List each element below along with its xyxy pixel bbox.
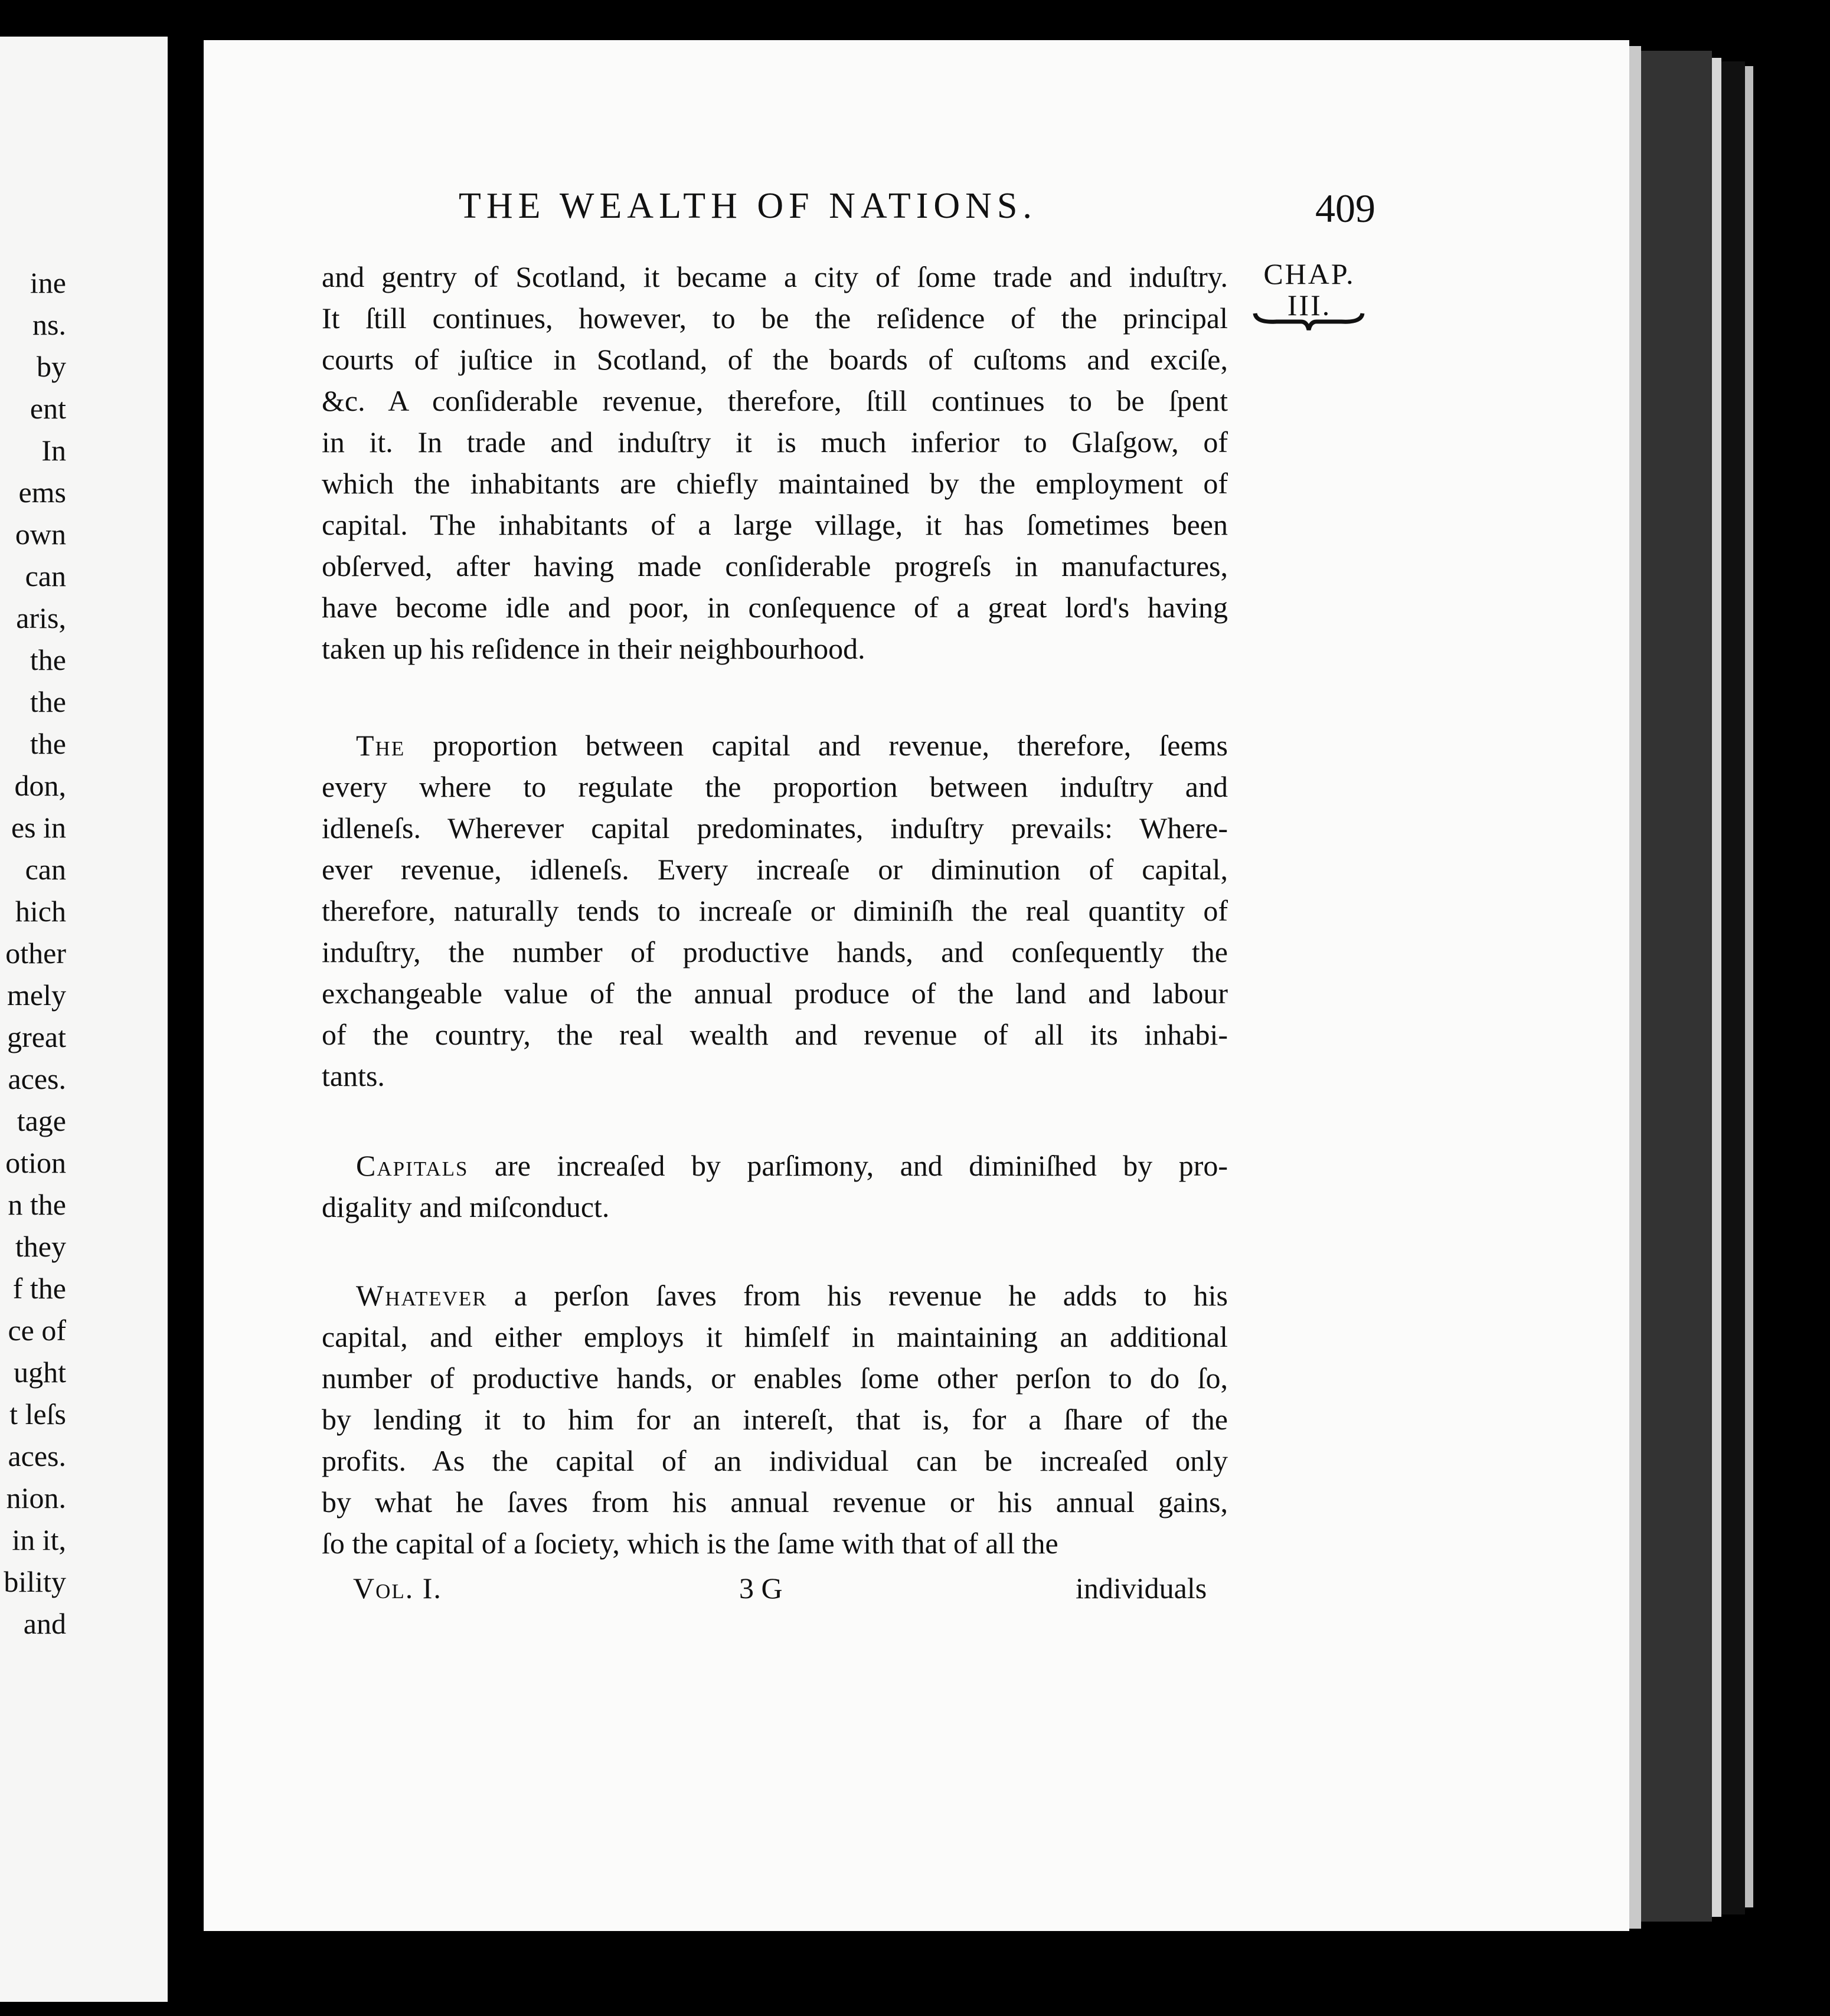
text-line: which the inhabitants are chiefly maintained by the employment of xyxy=(322,467,1228,500)
text-line: obſerved, after having made conſiderable progreſs in manufactures, xyxy=(322,549,1228,582)
previous-page-fragment: the xyxy=(30,643,66,676)
previous-page-fragment: In xyxy=(41,434,66,467)
previous-page-fragment: other xyxy=(5,937,66,970)
previous-page-fragment: ce of xyxy=(8,1314,66,1347)
previous-page-fragment: mely xyxy=(7,978,66,1012)
previous-page-fragment: the xyxy=(30,685,66,718)
previous-page-fragment: can xyxy=(25,853,66,886)
text-line: &c. A conſiderable revenue, therefore, ſtill continues to be ſpent xyxy=(322,384,1228,417)
previous-page-fragment: otion xyxy=(5,1146,66,1179)
previous-page-fragment: es in xyxy=(11,811,66,844)
page-block-edge xyxy=(1745,66,1753,1907)
page-block-edge xyxy=(1712,58,1721,1917)
previous-page-fragment: ught xyxy=(14,1356,66,1389)
previous-page-fragment: tage xyxy=(17,1104,66,1137)
paragraph-opener: The xyxy=(356,729,406,762)
previous-page-fragment: ns. xyxy=(32,308,66,341)
page-number: 409 xyxy=(1315,186,1375,231)
previous-page-fragment: they xyxy=(15,1230,66,1263)
paragraph-opener: Whatever xyxy=(356,1279,488,1312)
chapter-label: CHAP. xyxy=(1263,257,1355,290)
previous-page-edge xyxy=(0,37,168,2002)
running-title: THE WEALTH OF NATIONS. xyxy=(459,186,1037,226)
text-line: courts of juſtice in Scotland, of the boards of cuſtoms and exciſe, xyxy=(322,343,1228,376)
text-line: by lending it to him for an intereſt, that is, for a ſhare of the xyxy=(322,1403,1228,1436)
previous-page-fragment: ems xyxy=(18,476,66,509)
previous-page-fragment: own xyxy=(15,518,66,551)
page-block-edge xyxy=(1721,61,1745,1914)
previous-page-fragment: hich xyxy=(15,895,66,928)
text-line: have become idle and poor, in conſequence of a great lord's having xyxy=(322,591,1228,624)
text-line: It ſtill continues, however, to be the reſidence of the principal xyxy=(322,302,1228,335)
chapter-number: III. xyxy=(1287,288,1332,322)
previous-page-fragment: aces. xyxy=(8,1439,66,1472)
text-line: tants. xyxy=(322,1059,385,1092)
text-line: Capitals are increaſed by parſimony, and diminiſhed by pro- xyxy=(356,1149,1228,1182)
text-line: of the country, the real wealth and revenue of all its inhabi- xyxy=(322,1018,1228,1051)
previous-page-fragment: the xyxy=(30,727,66,760)
text-line: number of productive hands, or enables ſome other perſon to do ſo, xyxy=(322,1362,1228,1395)
text-line: taken up his reſidence in their neighbourhood. xyxy=(322,632,865,665)
previous-page-fragment: can xyxy=(25,559,66,593)
previous-page-fragment: great xyxy=(7,1020,66,1053)
text-line: exchangeable value of the annual produce of the land and labour xyxy=(322,977,1228,1010)
previous-page-fragment: t leſs xyxy=(9,1398,66,1431)
previous-page-fragment: aces. xyxy=(8,1062,66,1095)
text-line: in it. In trade and induſtry it is much inferior to Glaſgow, of xyxy=(322,426,1228,459)
previous-page-fragment: and xyxy=(23,1607,66,1640)
previous-page-fragment: aris, xyxy=(16,601,66,634)
text-line: by what he ſaves from his annual revenue or his annual gains, xyxy=(322,1485,1228,1518)
previous-page-fragment: f the xyxy=(12,1272,66,1305)
catchword: individuals xyxy=(1076,1572,1207,1605)
text-line: induſtry, the number of productive hands, and conſequently the xyxy=(322,935,1228,968)
text-line: digality and miſconduct. xyxy=(322,1190,610,1223)
previous-page-fragment: ent xyxy=(30,392,66,425)
previous-page-fragment: ine xyxy=(30,266,66,299)
text-line: ever revenue, idleneſs. Every increaſe or diminution of capital, xyxy=(322,853,1228,886)
text-line: every where to regulate the proportion between induſtry and xyxy=(322,770,1228,803)
text-line: capital, and either employs it himſelf in maintaining an additional xyxy=(322,1320,1228,1353)
text-line: The proportion between capital and revenue, therefore, ſeems xyxy=(356,729,1228,762)
previous-page-fragment: nion. xyxy=(6,1481,66,1514)
brace-ornament xyxy=(1253,310,1365,333)
paragraph-opener: Capitals xyxy=(356,1149,469,1182)
text-line: Whatever a perſon ſaves from his revenue he adds to his xyxy=(356,1279,1228,1312)
previous-page-fragment: in it, xyxy=(12,1523,66,1556)
text-line: ſo the capital of a ſociety, which is the ſame with that of all the xyxy=(322,1527,1058,1560)
page-block-edge xyxy=(1641,51,1712,1922)
previous-page-fragment: by xyxy=(37,350,66,383)
previous-page-fragment: don, xyxy=(14,769,66,802)
text-line: therefore, naturally tends to increaſe or diminiſh the real quantity of xyxy=(322,894,1228,927)
text-line: and gentry of Scotland, it became a city of ſome trade and induſtry. xyxy=(322,260,1228,293)
text-line: profits. As the capital of an individual can be increaſed only xyxy=(322,1444,1228,1477)
text-line: idleneſs. Wherever capital predominates, induſtry prevails: Where- xyxy=(322,811,1228,845)
signature-mark: 3 G xyxy=(739,1572,783,1605)
previous-page-fragment: n the xyxy=(8,1188,66,1221)
page-block-edge xyxy=(1629,46,1641,1929)
previous-page-fragment: bility xyxy=(4,1565,66,1598)
volume-label: Vol. I. xyxy=(353,1572,442,1605)
text-line: capital. The inhabitants of a large village, it has ſometimes been xyxy=(322,508,1228,541)
